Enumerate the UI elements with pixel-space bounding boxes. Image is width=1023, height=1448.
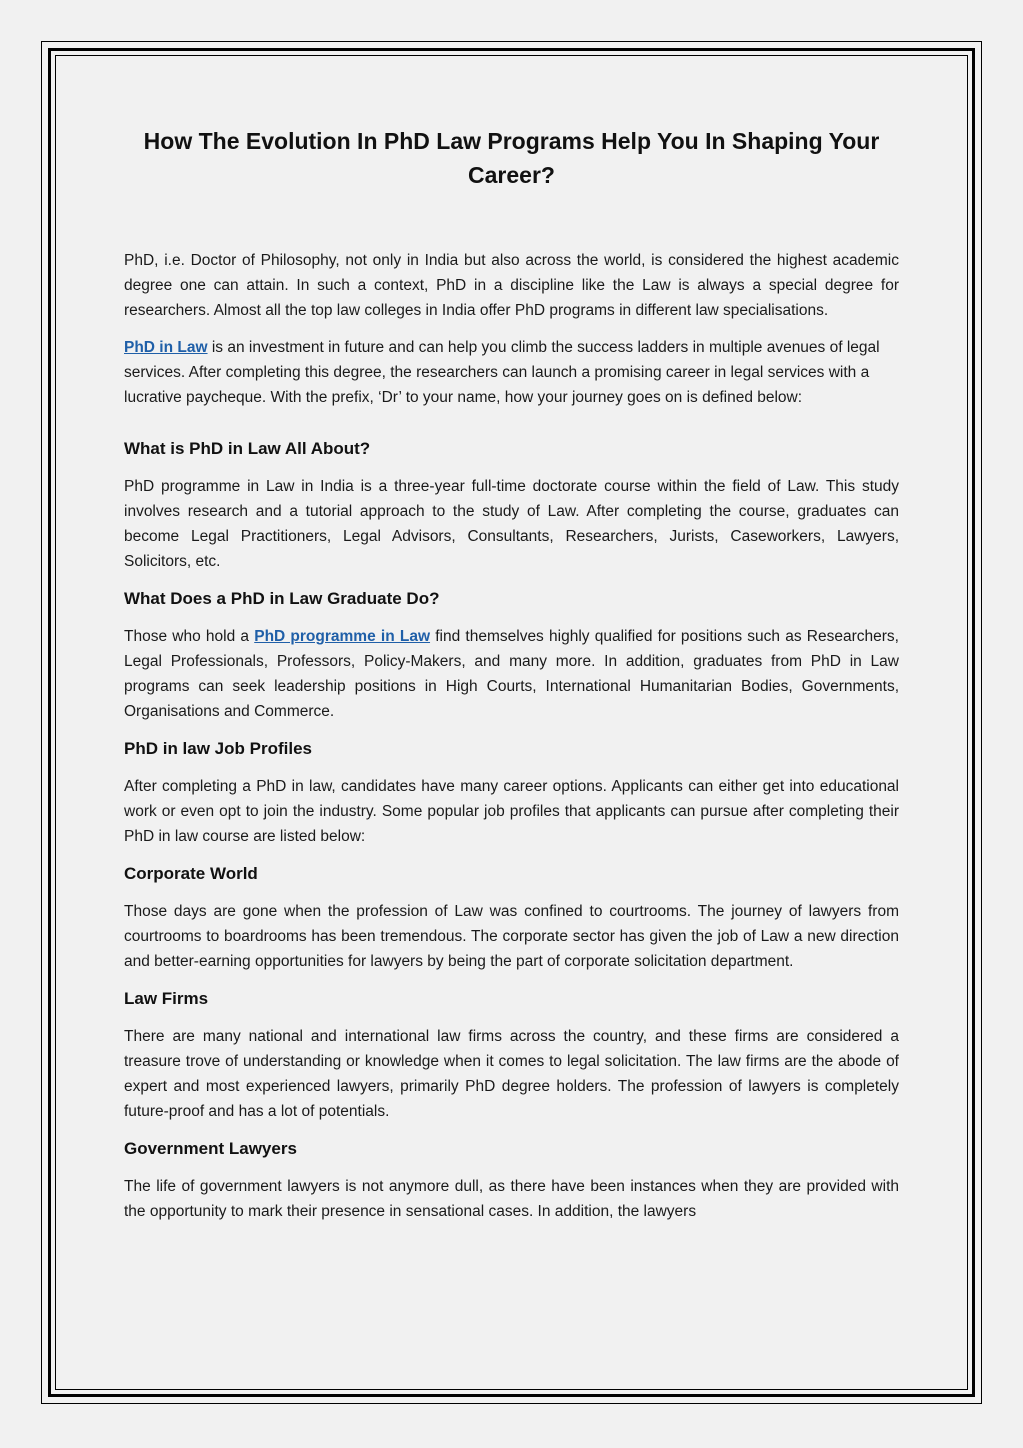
section-body-graduate: [124, 624, 899, 724]
section-body-government-lawyers: The life of government lawyers is not anymore dull, as there have been instances when they are provided with the opportunity to mark their presence in sensational cases. In addition, the lawyers: [124, 1178, 899, 1220]
section-body-graduate-prefix: Those who hold a: [124, 628, 255, 645]
section-body-law-firms: There are many national and international law firms across the country, and these firms are considered a treasure trove of understanding or knowledge when it comes to legal solicitation. The law firms are the abode of expert and most experienced lawyers, primarily PhD degree holders. The profession of lawyers is completely future-proof and has a lot of potentials.: [124, 1028, 899, 1120]
section-body-corporate-world: Those days are gone when the profession of Law was confined to courtrooms. The journey of lawyers from courtrooms to boardrooms has been tremendous. The corporate sector has given the job of Law a new direction and better-earning opportunities for lawyers by being the part of corporate solicitation department.: [124, 903, 899, 970]
section-heading-law-firms: Law Firms: [124, 989, 209, 1008]
phd-in-law-paragraph: [124, 335, 899, 410]
section-body-job-profiles: After completing a PhD in law, candidates have many career options. Applicants can either get into educational work or even opt to join the industry. Some popular job profiles that applicants can pursue after completing their PhD in law course are listed below:: [124, 778, 899, 845]
intro-paragraph: PhD, i.e. Doctor of Philosophy, not only in India but also across the world, is considered the highest academic degree one can attain. In such a context, PhD in a discipline like the Law is always a special degree for researchers. Almost all the top law colleges in India offer PhD programs in different law specialisations.: [124, 252, 899, 319]
section-heading-job-profiles: PhD in law Job Profiles: [124, 739, 312, 758]
phd-programme-in-law-link[interactable]: PhD programme in Law: [254, 628, 431, 645]
phd-in-law-paragraph-text: is an investment in future and can help you climb the success ladders in multiple avenues of legal services. After completing this degree, the researchers can launch a promising career in legal services with a lucrative paycheque. With the prefix, ‘Dr’ to your name, how your journey goes on is defined below:: [124, 339, 880, 406]
section-body-graduate-text: find themselves highly qualified for positions such as Researchers, Legal Professionals, Professors, Policy-Makers, and many more. In addition, graduates from PhD in Law programs can seek leadership positions in High Courts, International Humanitarian Bodies, Governments, Organisations and Commerce.: [124, 628, 899, 720]
document-content: [124, 124, 899, 1324]
document-title: How The Evolution In PhD Law Programs Help You In Shaping Your Career?: [143, 128, 880, 188]
phd-in-law-link[interactable]: PhD in Law: [124, 339, 208, 356]
section-heading-corporate-world: Corporate World: [124, 864, 258, 883]
section-heading-government-lawyers: Government Lawyers: [124, 1139, 297, 1158]
section-heading-about: What is PhD in Law All About?: [124, 439, 371, 458]
section-body-about: PhD programme in Law in India is a three-year full-time doctorate course within the field of Law. This study involves research and a tutorial approach to the study of Law. After completing the course, graduates can become Legal Practitioners, Legal Advisors, Consultants, Researchers, Jurists, Caseworkers, Lawyers, Solicitors, etc.: [124, 478, 899, 570]
section-heading-graduate: What Does a PhD in Law Graduate Do?: [124, 589, 440, 608]
